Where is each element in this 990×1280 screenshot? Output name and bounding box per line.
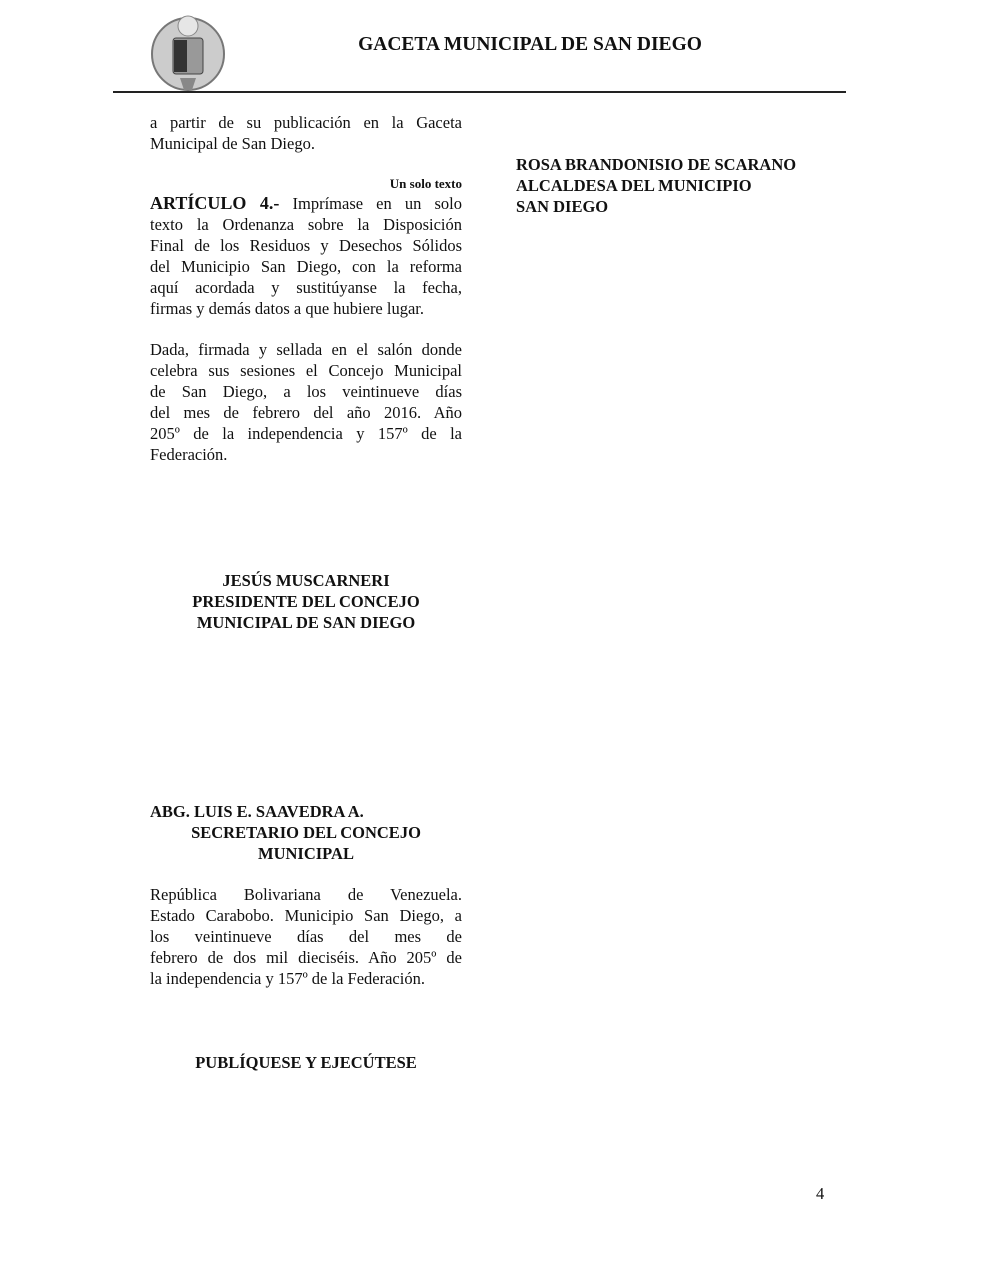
text-line: celebra sus sesiones el Concejo Municipal <box>150 361 462 380</box>
signatory-title: MUNICIPAL DE SAN DIEGO <box>196 613 416 632</box>
municipal-seal-logo <box>140 12 236 92</box>
article-heading: Un solo texto <box>389 176 462 191</box>
article-4-paragraph <box>150 193 462 319</box>
text-line: Federación. <box>150 445 228 464</box>
signatory-name: ABG. LUIS E. SAAVEDRA A. <box>150 802 364 821</box>
text-line: del Municipio San Diego, con la reforma <box>150 257 462 276</box>
gazette-title: GACETA MUNICIPAL DE SAN DIEGO <box>358 34 702 55</box>
dada-paragraph <box>150 339 462 465</box>
republica-paragraph <box>150 884 462 989</box>
text-line: febrero de dos mil dieciséis. Año 205º de <box>150 948 462 967</box>
signatory-title: SAN DIEGO <box>516 197 609 216</box>
text-line: texto la Ordenanza sobre la Disposición <box>150 215 462 234</box>
text-line: 205º de la independencia y 157º de la <box>150 424 462 443</box>
text-line: Municipal de San Diego. <box>150 134 315 153</box>
article-label: ARTÍCULO 4.- <box>150 193 280 213</box>
signature-mayor <box>516 154 796 217</box>
text-line <box>150 193 462 214</box>
page-number: 4 <box>816 1184 825 1203</box>
signatory-title: PRESIDENTE DEL CONCEJO <box>192 592 420 611</box>
signatory-title: SECRETARIO DEL CONCEJO <box>191 823 421 842</box>
signatory-title: ALCALDESA DEL MUNICIPIO <box>516 176 752 195</box>
signatory-name: JESÚS MUSCARNERI <box>222 571 390 590</box>
text-line: los veintinueve días del mes de <box>150 927 462 946</box>
text-line: Dada, firmada y sellada en el salón donde <box>150 340 462 359</box>
text-line: firmas y demás datos a que hubiere lugar. <box>150 299 424 318</box>
signature-president <box>150 570 462 633</box>
intro-paragraph <box>150 112 462 154</box>
signature-secretary <box>150 801 462 864</box>
text-line: de San Diego, a los veintinueve días <box>150 382 462 401</box>
text-line: la independencia y 157º de la Federación. <box>150 969 425 988</box>
signatory-name: ROSA BRANDONISIO DE SCARANO <box>516 155 797 174</box>
text-line: del mes de febrero del año 2016. Año <box>150 403 462 422</box>
text-span: Imprímase en un solo <box>292 194 463 213</box>
text-line: a partir de su publicación en la Gaceta <box>150 113 462 132</box>
text-line: Final de los Residuos y Desechos Sólidos <box>150 236 462 255</box>
text-line: República Bolivariana de Venezuela. <box>150 885 462 904</box>
text-line: Estado Carabobo. Municipio San Diego, a <box>150 906 462 925</box>
text-line: aquí acordada y sustitúyanse la fecha, <box>150 278 462 297</box>
header-divider <box>113 91 846 93</box>
signatory-title: MUNICIPAL <box>258 844 354 863</box>
publiquese-heading: PUBLÍQUESE Y EJECÚTESE <box>195 1053 417 1072</box>
